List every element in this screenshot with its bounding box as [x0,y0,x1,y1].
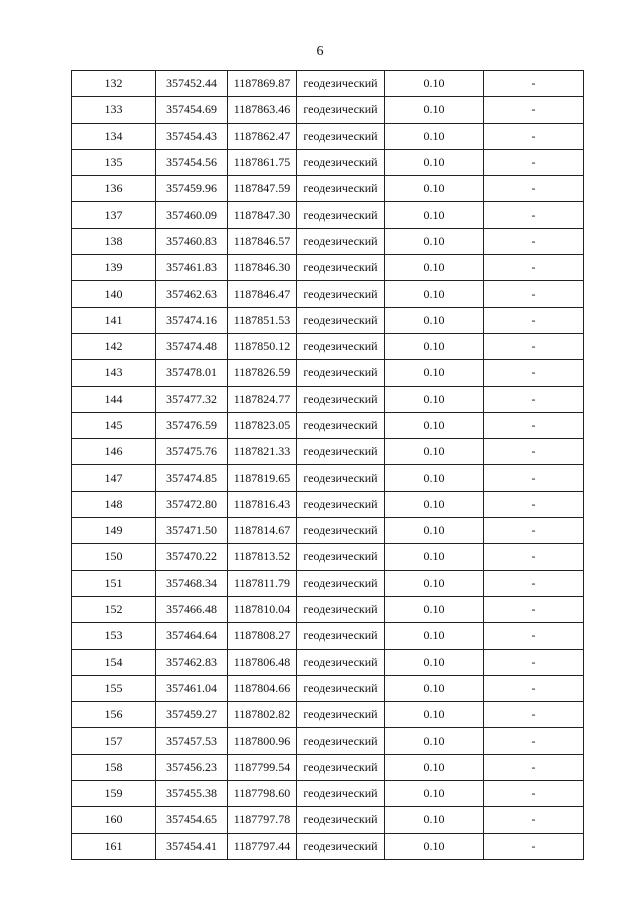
y-coordinate-cell: 1187804.66 [228,675,297,701]
accuracy-cell: 0.10 [385,728,484,754]
table-row [72,702,584,728]
method-cell: геодезический [297,97,385,123]
point-number-cell: 134 [72,123,156,149]
x-coordinate-cell: 357474.85 [156,465,228,491]
point-number-cell: 136 [72,176,156,202]
method-cell: геодезический [297,649,385,675]
description-cell: - [484,807,584,833]
x-coordinate-cell: 357464.64 [156,623,228,649]
method-cell: геодезический [297,491,385,517]
y-coordinate-cell: 1187862.47 [228,123,297,149]
point-number-cell: 148 [72,491,156,517]
accuracy-cell: 0.10 [385,281,484,307]
table-row [72,281,584,307]
x-coordinate-cell: 357462.63 [156,281,228,307]
x-coordinate-cell: 357476.59 [156,412,228,438]
point-number-cell: 157 [72,728,156,754]
method-cell: геодезический [297,754,385,780]
x-coordinate-cell: 357466.48 [156,596,228,622]
x-coordinate-cell: 357470.22 [156,544,228,570]
x-coordinate-cell: 357459.27 [156,702,228,728]
description-cell: - [484,202,584,228]
accuracy-cell: 0.10 [385,386,484,412]
method-cell: геодезический [297,386,385,412]
table-row [72,307,584,333]
x-coordinate-cell: 357452.44 [156,71,228,97]
description-cell: - [484,149,584,175]
point-number-cell: 135 [72,149,156,175]
method-cell: геодезический [297,123,385,149]
accuracy-cell: 0.10 [385,465,484,491]
description-cell: - [484,465,584,491]
point-number-cell: 155 [72,675,156,701]
table-row [72,518,584,544]
table-row [72,386,584,412]
table-row [72,623,584,649]
x-coordinate-cell: 357457.53 [156,728,228,754]
description-cell: - [484,228,584,254]
description-cell: - [484,544,584,570]
point-number-cell: 143 [72,360,156,386]
y-coordinate-cell: 1187816.43 [228,491,297,517]
point-number-cell: 132 [72,71,156,97]
y-coordinate-cell: 1187821.33 [228,439,297,465]
description-cell: - [484,596,584,622]
accuracy-cell: 0.10 [385,570,484,596]
x-coordinate-cell: 357477.32 [156,386,228,412]
x-coordinate-cell: 357462.83 [156,649,228,675]
accuracy-cell: 0.10 [385,123,484,149]
method-cell: геодезический [297,71,385,97]
description-cell: - [484,649,584,675]
accuracy-cell: 0.10 [385,491,484,517]
table-row [72,176,584,202]
accuracy-cell: 0.10 [385,412,484,438]
table-row [72,360,584,386]
accuracy-cell: 0.10 [385,255,484,281]
method-cell: геодезический [297,781,385,807]
description-cell: - [484,754,584,780]
x-coordinate-cell: 357468.34 [156,570,228,596]
table-row [72,754,584,780]
accuracy-cell: 0.10 [385,71,484,97]
method-cell: геодезический [297,255,385,281]
accuracy-cell: 0.10 [385,439,484,465]
table-row [72,649,584,675]
x-coordinate-cell: 357454.69 [156,97,228,123]
y-coordinate-cell: 1187808.27 [228,623,297,649]
y-coordinate-cell: 1187847.30 [228,202,297,228]
point-number-cell: 145 [72,412,156,438]
point-number-cell: 133 [72,97,156,123]
x-coordinate-cell: 357461.83 [156,255,228,281]
table-row [72,728,584,754]
y-coordinate-cell: 1187823.05 [228,412,297,438]
method-cell: геодезический [297,675,385,701]
y-coordinate-cell: 1187824.77 [228,386,297,412]
y-coordinate-cell: 1187819.65 [228,465,297,491]
description-cell: - [484,439,584,465]
method-cell: геодезический [297,702,385,728]
description-cell: - [484,702,584,728]
accuracy-cell: 0.10 [385,307,484,333]
method-cell: геодезический [297,439,385,465]
description-cell: - [484,675,584,701]
x-coordinate-cell: 357474.16 [156,307,228,333]
accuracy-cell: 0.10 [385,228,484,254]
y-coordinate-cell: 1187814.67 [228,518,297,544]
coordinates-table [71,70,584,860]
x-coordinate-cell: 357454.43 [156,123,228,149]
y-coordinate-cell: 1187851.53 [228,307,297,333]
accuracy-cell: 0.10 [385,596,484,622]
table-row [72,149,584,175]
description-cell: - [484,386,584,412]
method-cell: геодезический [297,465,385,491]
table-row [72,97,584,123]
point-number-cell: 150 [72,544,156,570]
method-cell: геодезический [297,307,385,333]
description-cell: - [484,491,584,517]
table-row [72,71,584,97]
description-cell: - [484,333,584,359]
description-cell: - [484,176,584,202]
table-row [72,570,584,596]
table-row [72,255,584,281]
point-number-cell: 154 [72,649,156,675]
description-cell: - [484,781,584,807]
method-cell: геодезический [297,281,385,307]
y-coordinate-cell: 1187861.75 [228,149,297,175]
point-number-cell: 156 [72,702,156,728]
table-row [72,465,584,491]
method-cell: геодезический [297,360,385,386]
y-coordinate-cell: 1187806.48 [228,649,297,675]
method-cell: геодезический [297,228,385,254]
accuracy-cell: 0.10 [385,754,484,780]
y-coordinate-cell: 1187846.57 [228,228,297,254]
y-coordinate-cell: 1187797.78 [228,807,297,833]
description-cell: - [484,281,584,307]
y-coordinate-cell: 1187863.46 [228,97,297,123]
point-number-cell: 137 [72,202,156,228]
point-number-cell: 142 [72,333,156,359]
table-body [72,71,584,860]
point-number-cell: 140 [72,281,156,307]
y-coordinate-cell: 1187811.79 [228,570,297,596]
x-coordinate-cell: 357478.01 [156,360,228,386]
method-cell: геодезический [297,623,385,649]
accuracy-cell: 0.10 [385,544,484,570]
point-number-cell: 146 [72,439,156,465]
description-cell: - [484,97,584,123]
accuracy-cell: 0.10 [385,202,484,228]
page-number: 6 [316,44,324,59]
description-cell: - [484,518,584,544]
y-coordinate-cell: 1187797.44 [228,833,297,859]
accuracy-cell: 0.10 [385,333,484,359]
x-coordinate-cell: 357460.83 [156,228,228,254]
method-cell: геодезический [297,833,385,859]
table-row [72,544,584,570]
point-number-cell: 161 [72,833,156,859]
x-coordinate-cell: 357474.48 [156,333,228,359]
y-coordinate-cell: 1187847.59 [228,176,297,202]
accuracy-cell: 0.10 [385,360,484,386]
y-coordinate-cell: 1187810.04 [228,596,297,622]
x-coordinate-cell: 357454.65 [156,807,228,833]
description-cell: - [484,71,584,97]
x-coordinate-cell: 357454.56 [156,149,228,175]
y-coordinate-cell: 1187800.96 [228,728,297,754]
y-coordinate-cell: 1187802.82 [228,702,297,728]
accuracy-cell: 0.10 [385,623,484,649]
accuracy-cell: 0.10 [385,833,484,859]
point-number-cell: 152 [72,596,156,622]
accuracy-cell: 0.10 [385,781,484,807]
y-coordinate-cell: 1187850.12 [228,333,297,359]
point-number-cell: 139 [72,255,156,281]
table-row [72,675,584,701]
description-cell: - [484,412,584,438]
y-coordinate-cell: 1187869.87 [228,71,297,97]
method-cell: геодезический [297,176,385,202]
table-row [72,123,584,149]
y-coordinate-cell: 1187826.59 [228,360,297,386]
description-cell: - [484,307,584,333]
accuracy-cell: 0.10 [385,675,484,701]
accuracy-cell: 0.10 [385,176,484,202]
x-coordinate-cell: 357471.50 [156,518,228,544]
x-coordinate-cell: 357472.80 [156,491,228,517]
description-cell: - [484,360,584,386]
accuracy-cell: 0.10 [385,97,484,123]
method-cell: геодезический [297,333,385,359]
method-cell: геодезический [297,544,385,570]
description-cell: - [484,570,584,596]
point-number-cell: 144 [72,386,156,412]
method-cell: геодезический [297,807,385,833]
table-row [72,833,584,859]
method-cell: геодезический [297,518,385,544]
method-cell: геодезический [297,412,385,438]
x-coordinate-cell: 357460.09 [156,202,228,228]
table-row [72,439,584,465]
description-cell: - [484,623,584,649]
point-number-cell: 159 [72,781,156,807]
table-row [72,807,584,833]
x-coordinate-cell: 357461.04 [156,675,228,701]
table-row [72,412,584,438]
description-cell: - [484,833,584,859]
method-cell: геодезический [297,728,385,754]
description-cell: - [484,123,584,149]
method-cell: геодезический [297,149,385,175]
x-coordinate-cell: 357475.76 [156,439,228,465]
table-row [72,491,584,517]
point-number-cell: 160 [72,807,156,833]
table-row [72,202,584,228]
y-coordinate-cell: 1187813.52 [228,544,297,570]
method-cell: геодезический [297,570,385,596]
table-row [72,596,584,622]
point-number-cell: 151 [72,570,156,596]
accuracy-cell: 0.10 [385,649,484,675]
method-cell: геодезический [297,596,385,622]
point-number-cell: 147 [72,465,156,491]
x-coordinate-cell: 357459.96 [156,176,228,202]
point-number-cell: 153 [72,623,156,649]
accuracy-cell: 0.10 [385,807,484,833]
y-coordinate-cell: 1187846.47 [228,281,297,307]
description-cell: - [484,728,584,754]
table-row [72,228,584,254]
point-number-cell: 149 [72,518,156,544]
y-coordinate-cell: 1187798.60 [228,781,297,807]
accuracy-cell: 0.10 [385,149,484,175]
x-coordinate-cell: 357454.41 [156,833,228,859]
y-coordinate-cell: 1187846.30 [228,255,297,281]
point-number-cell: 141 [72,307,156,333]
table-row [72,333,584,359]
description-cell: - [484,255,584,281]
accuracy-cell: 0.10 [385,518,484,544]
x-coordinate-cell: 357456.23 [156,754,228,780]
point-number-cell: 158 [72,754,156,780]
y-coordinate-cell: 1187799.54 [228,754,297,780]
point-number-cell: 138 [72,228,156,254]
method-cell: геодезический [297,202,385,228]
accuracy-cell: 0.10 [385,702,484,728]
x-coordinate-cell: 357455.38 [156,781,228,807]
table-row [72,781,584,807]
